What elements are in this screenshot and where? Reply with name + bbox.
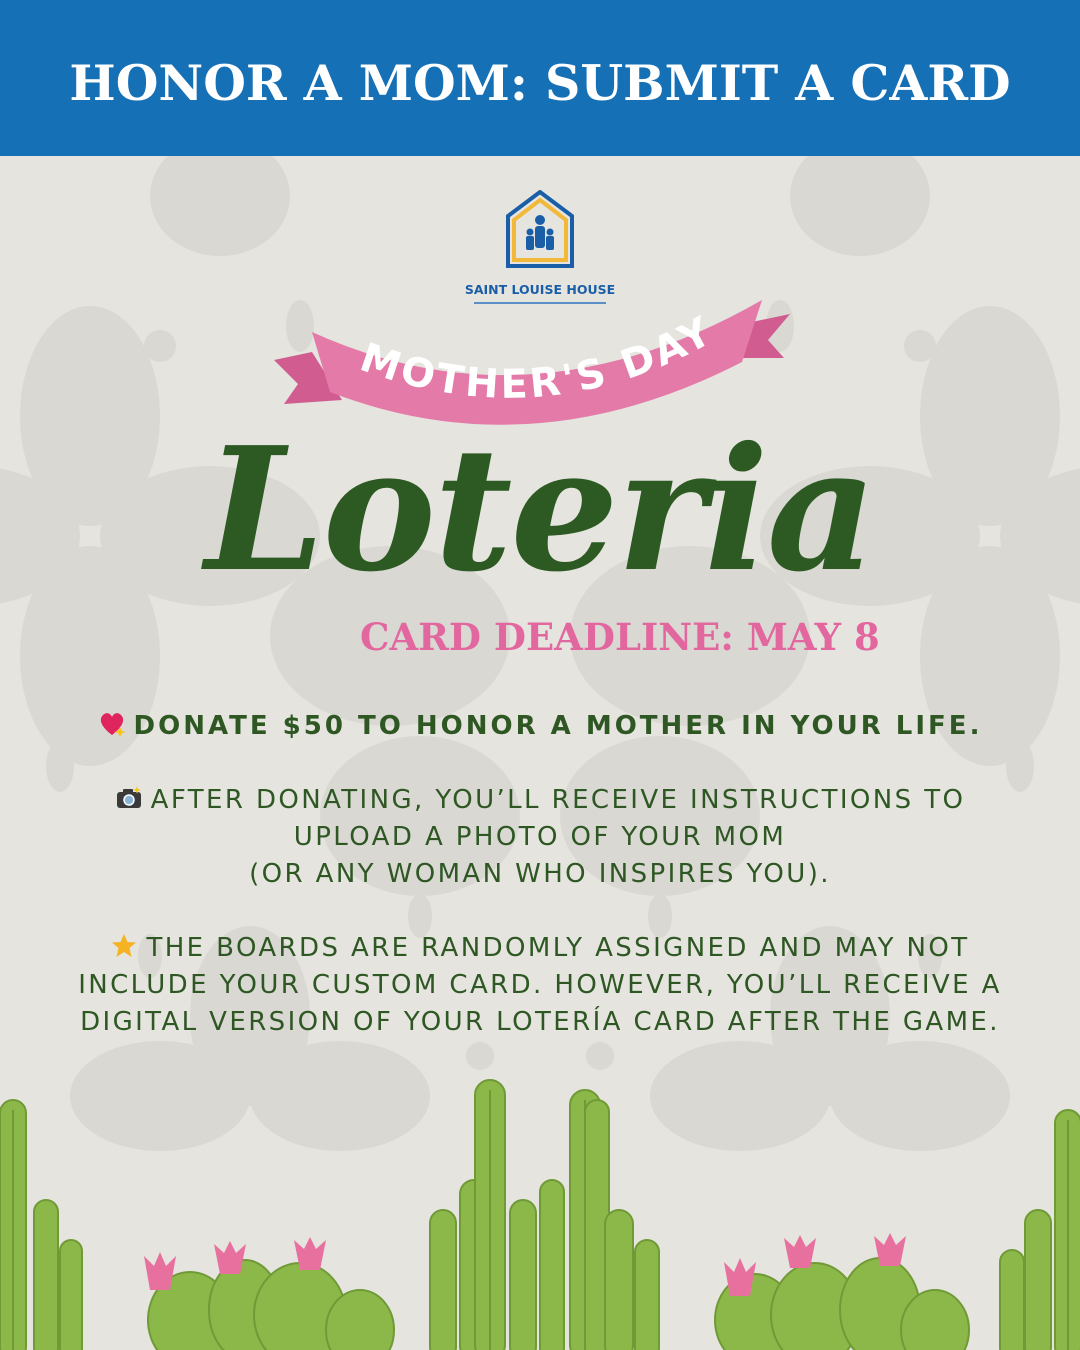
ribbon-text: MOTHER'S DAY (354, 307, 722, 409)
camera-flash-icon (115, 785, 143, 811)
note-text-1: THE BOARDS ARE RANDOMLY ASSIGNED AND MAY NOT (146, 933, 970, 963)
header-title: HONOR A MOM: SUBMIT A CARD (69, 54, 1011, 112)
note-line-1 (40, 930, 1040, 967)
card-deadline: CARD DEADLINE: MAY 8 (360, 615, 880, 659)
note-line-3: DIGITAL VERSION OF YOUR LOTERÍA CARD AFTER THE GAME. (80, 1007, 1000, 1037)
star-icon (110, 933, 138, 959)
instructions-text-1: AFTER DONATING, YOU’LL RECEIVE INSTRUCTIONS TO (150, 785, 966, 815)
logo-name: SAINT LOUISE HOUSE (464, 282, 616, 297)
instructions-line-2: UPLOAD A PHOTO OF YOUR MOM (293, 822, 787, 852)
cactus-illustration (0, 1060, 1080, 1350)
donate-text: DONATE $50 TO HONOR A MOTHER IN YOUR LIFE. (133, 711, 983, 741)
note-line-2: INCLUDE YOUR CUSTOM CARD. HOWEVER, YOU’LL RECEIVE A (78, 970, 1002, 1000)
instructions-line-3: (OR ANY WOMAN WHO INSPIRES YOU). (249, 859, 831, 889)
instructions-line-1 (40, 782, 1040, 819)
donate-line (40, 708, 1040, 745)
sparkling-heart-icon (98, 711, 126, 737)
house-family-icon (506, 190, 574, 268)
event-title: Loteria (205, 410, 875, 610)
